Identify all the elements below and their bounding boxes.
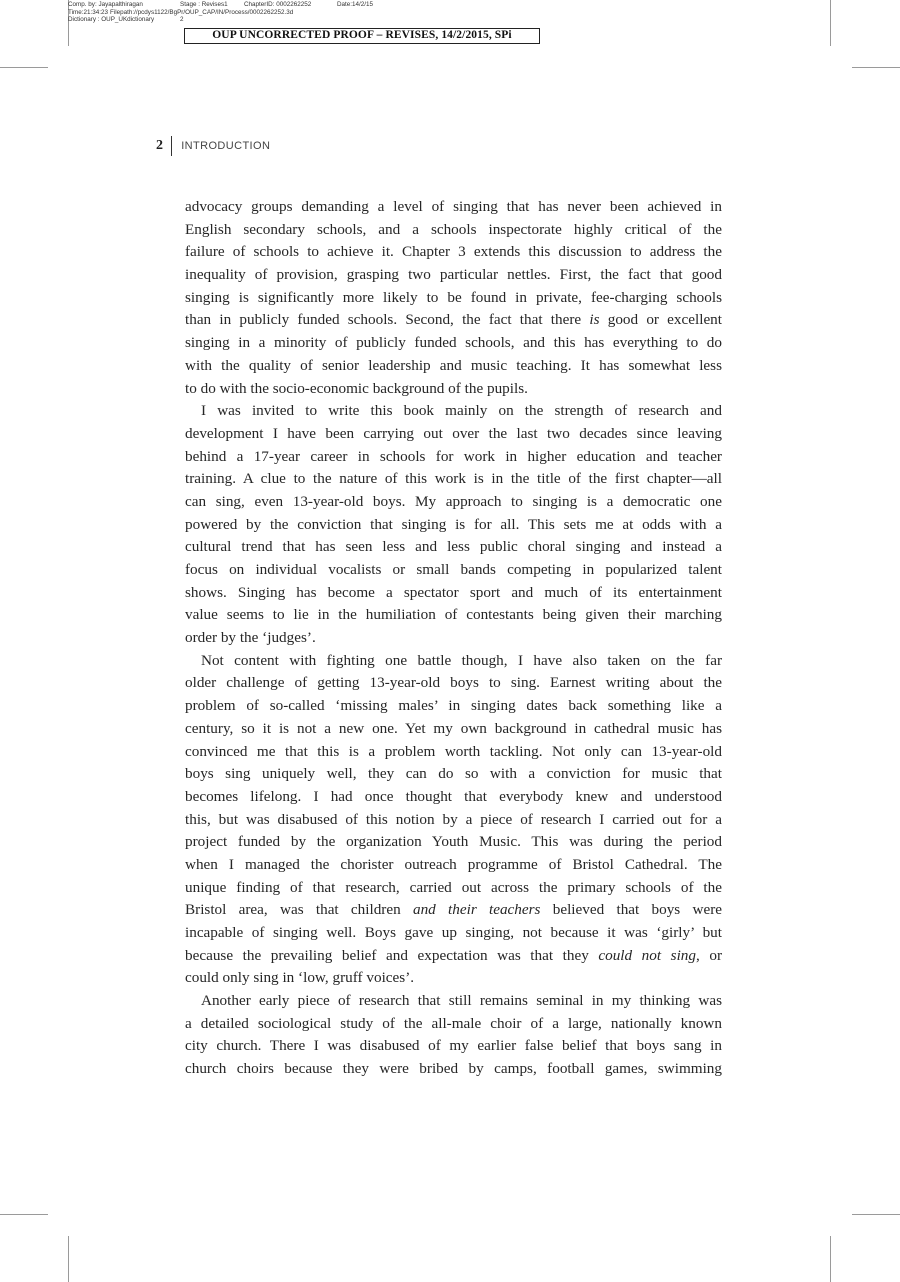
text-line (185, 945, 722, 968)
running-head-divider (171, 136, 172, 156)
text-line: order by the ‘judges’. (185, 629, 316, 647)
body-text (185, 196, 722, 1081)
text-line: can sing, even 13-year-old boys. My approach to singing is a democratic one (185, 492, 722, 510)
section-title: INTRODUCTION (181, 140, 271, 152)
text-line: problem of so-called ‘missing males’ in singing dates back something like a (185, 697, 722, 715)
text-line: a detailed sociological study of the all-male choir of a large, nationally known (185, 1014, 722, 1032)
text-line: incapable of singing well. Boys gave up singing, not because it was ‘girly’ but (185, 924, 722, 941)
text-run: believed that boys were (540, 901, 722, 919)
text-line (185, 899, 722, 922)
text-line: English secondary schools, and a schools inspectorate highly critical of the (185, 220, 722, 238)
text-line: when I managed the chorister outreach programme of Bristol Cathedral. The (185, 855, 722, 873)
crop-mark-top-left-horizontal (0, 67, 48, 68)
crop-mark-bottom-left-vertical (68, 1236, 69, 1282)
text-line: singing in a minority of publicly funded schools, and this has everything to do (185, 334, 722, 352)
chapter-id: ChapterID: 0002262252 (244, 1, 312, 8)
text-line: value seems to lie in the humiliation of contestants being given their marching (185, 606, 722, 624)
proof-metadata-line (68, 16, 373, 24)
text-line: behind a 17-year career in schools for work in higher education and teacher (185, 447, 722, 465)
text-line: powered by the conviction that singing is for all. This sets me at odds with a (185, 515, 722, 533)
text-line (185, 309, 722, 332)
compositor: Comp. by: Jayapalthiragan (68, 1, 143, 8)
text-run: good or excellent (599, 311, 722, 329)
proof-metadata (68, 1, 373, 24)
text-line: unique finding of that research, carried out across the primary schools of the (185, 878, 722, 896)
text-line: failure of schools to achieve it. Chapter 3 extends this discussion to address the (185, 243, 722, 261)
crop-mark-top-right-vertical (830, 0, 831, 46)
text-run: Bristol area, was that children (185, 901, 413, 919)
text-line: development I have been carrying out over the last two decades since leaving (185, 424, 722, 442)
text-line: becomes lifelong. I had once thought that everybody knew and understood (185, 787, 722, 805)
text-line: could only sing in ‘low, gruff voices’. (185, 969, 415, 987)
text-line: shows. Singing has become a spectator sport and much of its entertainment (185, 583, 722, 601)
filepath: Filepath://pcdys1122/BgPr/OUP_CAP/IN/Process/0002262252.3d (110, 8, 294, 16)
crop-mark-bottom-right-horizontal (852, 1214, 900, 1215)
emphasis: and their teachers (412, 901, 541, 919)
text-line: century, so it is not a new one. Yet my own background in cathedral music has (185, 719, 722, 737)
text-line: boys sing uniquely well, they can do so with a conviction for music that (185, 765, 722, 783)
text-line: older challenge of getting 13-year-old boys to sing. Earnest writing about the (185, 674, 722, 692)
time: Time:21:34:23 (68, 8, 109, 16)
text-line: cultural trend that has seen less and less public choral singing and instead a (185, 538, 722, 556)
crop-mark-bottom-right-vertical (830, 1236, 831, 1282)
text-line: this, but was disabused of this notion by a piece of research I carried out for a (185, 810, 722, 828)
text-line: focus on individual vocalists or small bands competing in popularized talent (185, 561, 722, 578)
emphasis: is (589, 311, 600, 329)
text-line: city church. There I was disabused of my earlier false belief that boys sang in (185, 1037, 722, 1055)
proof-metadata-line (68, 9, 373, 17)
text-line: convinced me that this is a problem worth tackling. Not only can 13-year-old (185, 742, 722, 760)
dictionary: Dictionary : OUP_UKdictionary (68, 16, 155, 23)
text-line: to do with the socio-economic background of the pupils. (185, 379, 528, 397)
text-run: , or (695, 946, 723, 964)
crop-mark-bottom-left-horizontal (0, 1214, 48, 1215)
running-head (156, 136, 270, 156)
text-line: church choirs because they were bribed by camps, football games, swimming (185, 1060, 722, 1078)
text-run: because the prevailing belief and expectation was that they (185, 946, 599, 964)
stage: Stage : Revises1 (180, 1, 228, 8)
text-line: I was invited to write this book mainly on the strength of research and (201, 402, 722, 420)
page-number: 2 (156, 138, 163, 153)
proof-stamp: OUP UNCORRECTED PROOF – REVISES, 14/2/2015, SPi (184, 28, 540, 44)
crop-mark-top-right-horizontal (852, 67, 900, 68)
text-line: Not content with fighting one battle though, I have also taken on the far (201, 651, 722, 669)
text-line: with the quality of senior leadership and music teaching. It has somewhat less (185, 356, 722, 374)
date: Date:14/2/15 (337, 1, 374, 8)
text-run: than in publicly funded schools. Second, the fact that there (185, 311, 590, 329)
text-line: training. A clue to the nature of this work is in the title of the first chapter—all (185, 470, 722, 488)
metadata-page: 2 (180, 16, 184, 23)
proof-metadata-line (68, 1, 373, 9)
text-line: singing is significantly more likely to be found in private, fee-charging schools (185, 288, 722, 306)
text-line: inequality of provision, grasping two particular nettles. First, the fact that good (185, 266, 722, 284)
text-line: project funded by the organization Youth Music. This was during the period (185, 833, 722, 851)
text-line: Another early piece of research that still remains seminal in my thinking was (201, 992, 722, 1010)
emphasis: could not sing (598, 946, 696, 964)
text-line: advocacy groups demanding a level of singing that has never been achieved in (185, 198, 722, 215)
